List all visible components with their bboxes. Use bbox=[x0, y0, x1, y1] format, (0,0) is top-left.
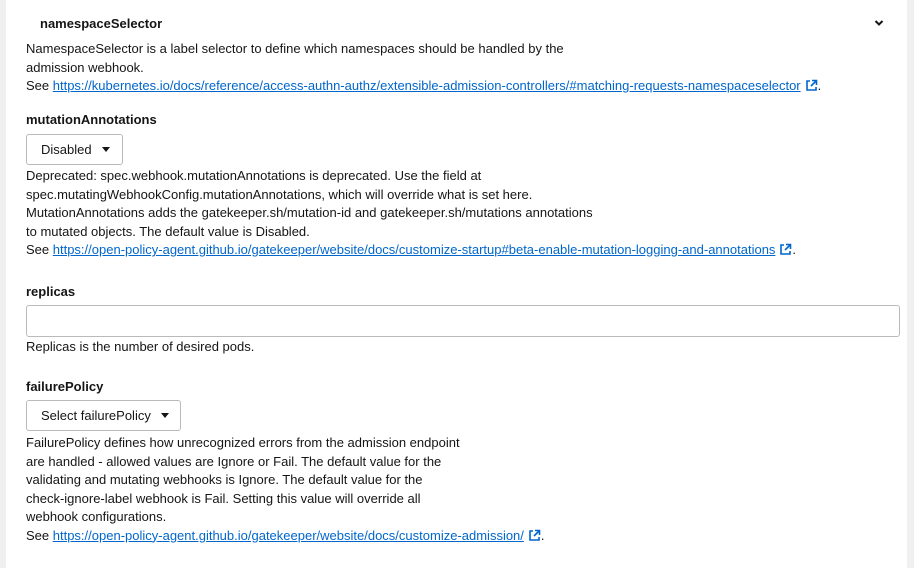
mutation-annotations-dropdown[interactable] bbox=[26, 134, 123, 165]
external-link-icon[interactable] bbox=[779, 243, 792, 256]
failure-policy-selected: Select failurePolicy bbox=[41, 408, 151, 423]
namespace-selector-docs-link[interactable]: https://kubernetes.io/docs/reference/access-authn-authz/extensible-admission-controllers/#matching-requests-namespaceselector bbox=[52, 78, 801, 93]
replicas-input[interactable] bbox=[26, 305, 900, 337]
failure-policy-description: FailurePolicy defines how unrecognized errors from the admission endpoint are handled - allowed values are Ignore or Fail. The default value for the validating and mutating webhooks is Ignore. The default value for the check-ignore-label webhook is Fail. Setting this value will override all webhook configurations. See https://open-policy-agent.github.io/gatekeeper/website/docs/customize-admission/ . bbox=[26, 435, 545, 543]
replicas-description: Replicas is the number of desired pods. bbox=[26, 339, 255, 354]
replicas-title: replicas bbox=[26, 284, 76, 299]
mutation-annotations-title: mutationAnnotations bbox=[26, 112, 157, 127]
failure-policy-dropdown[interactable] bbox=[26, 400, 181, 431]
external-link-icon[interactable] bbox=[805, 79, 818, 92]
caret-down-icon bbox=[102, 147, 110, 152]
namespace-selector-title[interactable]: namespaceSelector bbox=[40, 16, 163, 31]
mutation-annotations-selected: Disabled bbox=[41, 142, 92, 157]
mutation-annotations-docs-link[interactable]: https://open-policy-agent.github.io/gatekeeper/website/docs/customize-startup#beta-enable-mutation-logging-and-annotations bbox=[52, 242, 776, 257]
failure-policy-title: failurePolicy bbox=[26, 379, 104, 394]
failure-policy-docs-link[interactable]: https://open-policy-agent.github.io/gatekeeper/website/docs/customize-admission/ bbox=[52, 527, 524, 543]
chevron-down-icon[interactable] bbox=[874, 18, 884, 28]
form-panel bbox=[6, 0, 907, 568]
namespace-selector-description: NamespaceSelector is a label selector to define which namespaces should be handled by the admission webhook. See https://kubernetes.io/docs/reference/access-authn-authz/extensible-admission-controllers/#matching-requests-namespaceselector . bbox=[26, 41, 822, 93]
external-link-icon[interactable] bbox=[528, 529, 541, 542]
caret-down-icon bbox=[161, 413, 169, 418]
mutation-annotations-description: Deprecated: spec.webhook.mutationAnnotations is deprecated. Use the field at spec.mutatingWebhookConfig.mutationAnnotations, which will override what is set here. MutationAnnotations adds the gatekeeper.sh/mutation-id and gatekeeper.sh/mutations annotations to mutated objects. The default value is Disabled. See https://open-policy-agent.github.io/gatekeeper/website/docs/customize-startup#beta-enable-mutation-logging-and-annotations . bbox=[26, 168, 797, 257]
